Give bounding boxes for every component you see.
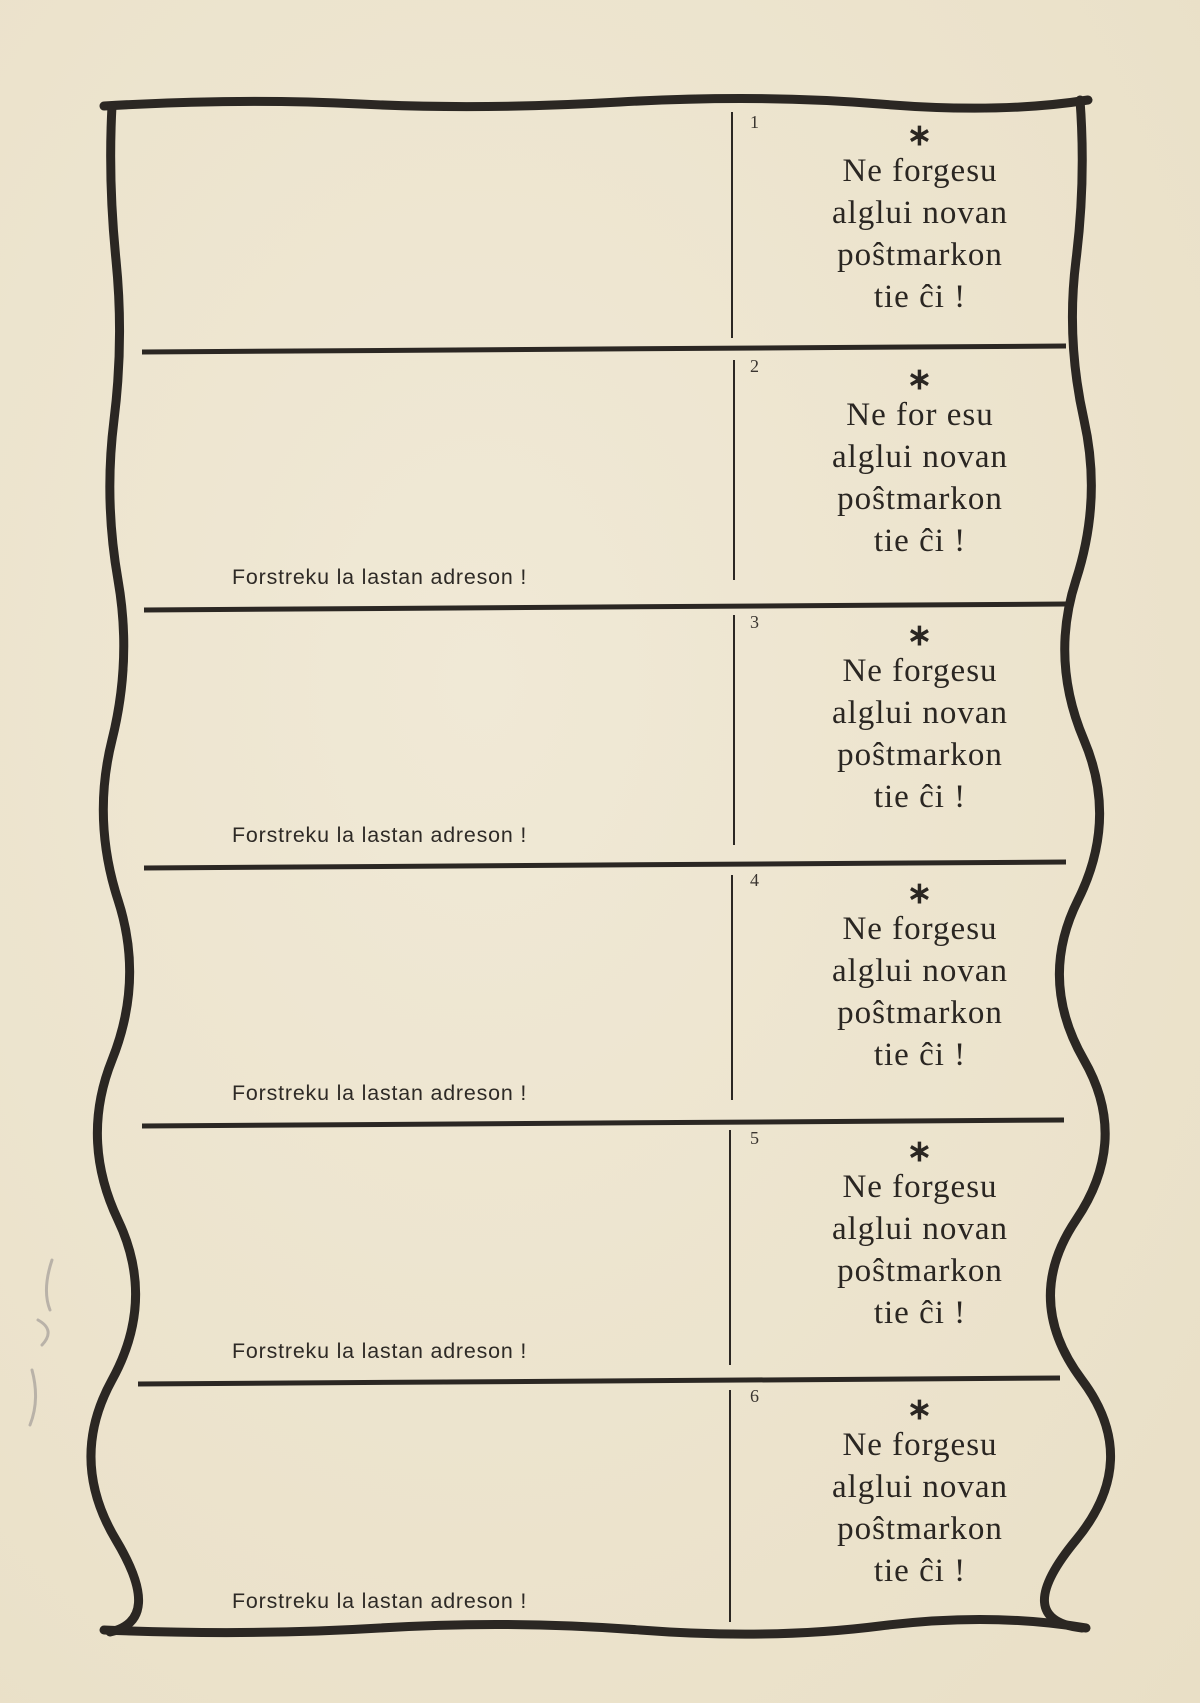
asterisk-icon: ∗ [906, 1135, 934, 1168]
address-section-1 [120, 108, 1070, 352]
asterisk-icon: ∗ [906, 119, 934, 152]
asterisk-icon: ∗ [906, 877, 934, 910]
reminder-line: alglui novan [831, 1469, 1009, 1505]
reminder-line: tie ĉi ! [873, 1037, 967, 1073]
asterisk-icon: ∗ [906, 363, 934, 396]
stamp-reminder [785, 1393, 1055, 1592]
reminder-line: Ne forgesu [842, 653, 998, 689]
reminder-line: poŝtmarkon [837, 237, 1003, 273]
strike-address-note: Forstreku la lastan adreson ! [232, 566, 528, 589]
reminder-line: alglui novan [831, 195, 1009, 231]
strike-address-note: Forstreku la lastan adreson ! [232, 824, 528, 847]
stamp-reminder [785, 1135, 1055, 1334]
stamp-reminder [785, 363, 1055, 562]
section-number: 3 [750, 612, 759, 632]
strike-address-note: Forstreku la lastan adreson ! [232, 1590, 528, 1613]
strike-address-note: Forstreku la lastan adreson ! [232, 1340, 528, 1363]
address-area[interactable] [120, 108, 732, 352]
address-section-2 [120, 352, 1070, 602]
stamp-reminder [785, 877, 1055, 1076]
reminder-line: tie ĉi ! [873, 1295, 967, 1331]
address-area[interactable] [120, 352, 732, 602]
reminder-line: tie ĉi ! [873, 1553, 967, 1589]
asterisk-icon: ∗ [906, 619, 934, 652]
section-number: 5 [750, 1128, 759, 1148]
reminder-line: Ne forgesu [842, 1427, 998, 1463]
asterisk-icon: ∗ [906, 1393, 934, 1426]
reminder-line: poŝtmarkon [837, 737, 1003, 773]
address-section-6 [120, 1382, 1070, 1626]
pencil-mark [12, 1250, 72, 1430]
address-area[interactable] [120, 608, 732, 860]
reminder-line: poŝtmarkon [837, 1511, 1003, 1547]
address-section-5 [120, 1124, 1070, 1376]
section-number: 4 [750, 870, 759, 890]
reminder-line: alglui novan [831, 953, 1009, 989]
reminder-line: alglui novan [831, 1211, 1009, 1247]
reminder-line: alglui novan [831, 695, 1009, 731]
frame-top-edge [104, 98, 1088, 108]
reminder-line: Ne forgesu [842, 153, 998, 189]
reminder-line: Ne forgesu [842, 1169, 998, 1205]
stamp-reminder [785, 619, 1055, 818]
reminder-line: tie ĉi ! [873, 779, 967, 815]
reminder-line: poŝtmarkon [837, 1253, 1003, 1289]
section-number: 6 [750, 1386, 759, 1406]
reminder-line: poŝtmarkon [837, 995, 1003, 1031]
reminder-line: tie ĉi ! [873, 523, 967, 559]
reminder-line: alglui novan [831, 439, 1009, 475]
reminder-line: tie ĉi ! [873, 279, 967, 315]
reminder-line: Ne for esu [846, 397, 994, 433]
reminder-line: poŝtmarkon [837, 481, 1003, 517]
address-area[interactable] [120, 1124, 732, 1376]
stamp-reminder [785, 119, 1055, 318]
address-section-3 [120, 608, 1070, 860]
address-area[interactable] [120, 866, 732, 1118]
address-section-4 [120, 866, 1070, 1118]
section-number: 2 [750, 356, 759, 376]
reminder-line: Ne forgesu [842, 911, 998, 947]
section-number: 1 [750, 112, 759, 132]
strike-address-note: Forstreku la lastan adreson ! [232, 1082, 528, 1105]
